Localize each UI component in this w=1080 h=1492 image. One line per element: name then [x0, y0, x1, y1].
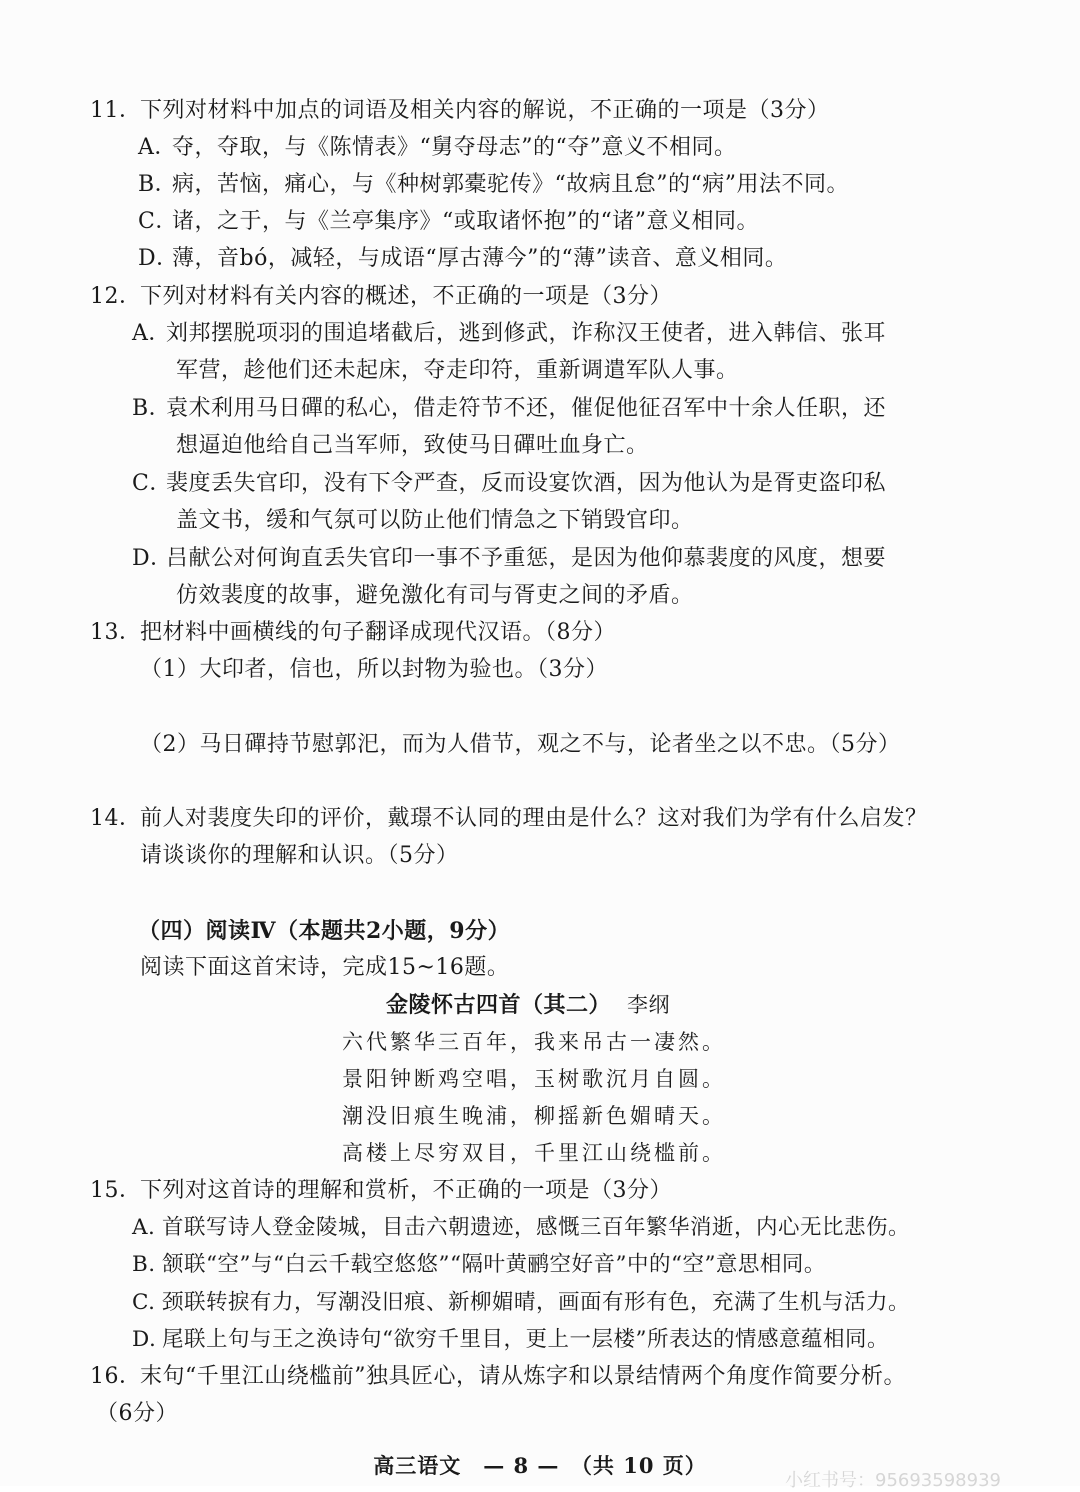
q12-option-d — [132, 544, 886, 574]
q13-stem — [90, 618, 616, 648]
q14-stem — [90, 804, 928, 834]
q11-option-d — [138, 244, 787, 274]
q12-option-c-label: C． — [132, 471, 172, 496]
q12-option-c-line1: 裴度丢失官印，没有下令严查，反而设宴饮酒，因为他认为是胥吏盗印私 — [166, 471, 887, 496]
q15-option-b-text: 颔联“空”与“白云千载空悠悠”“隔叶黄鹂空好音”中的“空”意思相同。 — [162, 1252, 826, 1277]
q16-line2: （6分） — [96, 1401, 178, 1426]
q15-stem — [90, 1176, 672, 1206]
q15-number: 15． — [90, 1178, 142, 1203]
q12-option-b-label: B． — [132, 396, 172, 421]
q12-option-a-line2: 军营，趁他们还未起床，夺走印符，重新调遣军队人事。 — [176, 358, 739, 383]
q12-option-d-line1: 吕献公对何询直丢失官印一事不予重惩，是因为他仰慕裴度的风度，想要 — [166, 546, 887, 571]
q12-option-a — [132, 319, 886, 349]
q15-option-b-label: B. — [132, 1252, 156, 1277]
q13-number: 13． — [90, 620, 142, 645]
q11-option-a-label: A． — [138, 135, 177, 160]
poem-author: 李纲 — [627, 993, 671, 1017]
q12-option-b-line2: 想逼迫他给自己当军师，致使马日磾吐血身亡。 — [176, 433, 649, 458]
q12-option-b-line1: 袁术利用马日磾的私心，借走符节不还，催促他征召军中十余人任职，还 — [166, 396, 887, 421]
q12-stem-text: 下列对材料有关内容的概述，不正确的一项是（3分） — [140, 284, 672, 309]
q12-number: 12． — [90, 284, 142, 309]
poem-title: 金陵怀古四首（其二） — [386, 992, 612, 1018]
q11-stem — [90, 96, 830, 126]
q15-option-d-label: D. — [132, 1327, 157, 1352]
q16-number: 16． — [90, 1364, 142, 1389]
q12-option-c-line2: 盖文书，缓和气氛可以防止他们情急之下销毁官印。 — [176, 508, 694, 533]
q12-stem — [90, 282, 672, 312]
q12-option-a-label: A． — [132, 321, 171, 346]
q13-sub1: （1）大印者，信也，所以封物为验也。（3分） — [140, 657, 608, 682]
q16-stem — [90, 1362, 906, 1392]
section4-heading: （四）阅读Ⅳ（本题共2小题，9分） — [138, 918, 511, 944]
q12-option-a-line1: 刘邦摆脱项羽的围追堵截后，逃到修武，诈称汉王使者，进入韩信、张耳 — [166, 321, 887, 346]
q15-option-a-label: A. — [132, 1215, 156, 1240]
q12-option-c — [132, 469, 886, 499]
q11-option-d-text: 薄，音bó，减轻，与成语“厚古薄今”的“薄”读音、意义相同。 — [172, 246, 788, 271]
q11-option-a — [138, 133, 737, 163]
q11-option-c-label: C． — [138, 209, 178, 234]
q15-stem-text: 下列对这首诗的理解和赏析，不正确的一项是（3分） — [140, 1178, 672, 1203]
q15-option-d-text: 尾联上句与王之涣诗句“欲穷千里目，更上一层楼”所表达的情感意蕴相同。 — [162, 1327, 889, 1352]
q12-option-b — [132, 394, 886, 424]
section4-intro: 阅读下面这首宋诗，完成15~16题。 — [140, 955, 510, 980]
poem-line-4: 高楼上尽穷双目，千里江山绕槛前。 — [342, 1141, 726, 1165]
q16-line1: 末句“千里江山绕槛前”独具匠心，请从炼字和以景结情两个角度作简要分析。 — [140, 1364, 906, 1389]
q11-option-c — [138, 207, 759, 237]
q15-option-c-text: 颈联转捩有力，写潮没旧痕、新柳媚晴，画面有形有色，充满了生机与活力。 — [162, 1290, 911, 1315]
poem-title-line — [386, 990, 670, 1021]
q11-option-b-label: B． — [138, 172, 178, 197]
q12-option-d-label: D． — [132, 546, 173, 571]
q15-option-b — [132, 1250, 826, 1280]
q15-option-a — [132, 1213, 910, 1243]
watermark: 小红书号：95693598939 — [785, 1470, 1001, 1491]
q11-option-a-text: 夺，夺取，与《陈情表》“舅夺母志”的“夺”意义不相同。 — [172, 135, 737, 160]
q15-option-c — [132, 1288, 910, 1318]
q14-line1: 前人对裴度失印的评价，戴璟不认同的理由是什么？这对我们为学有什么启发？ — [140, 806, 928, 831]
poem-line-1: 六代繁华三百年，我来吊古一凄然。 — [342, 1030, 726, 1054]
q12-option-d-line2: 仿效裴度的故事，避免激化有司与胥吏之间的矛盾。 — [176, 583, 694, 608]
poem-line-2: 景阳钟断鸡空唱，玉树歌沉月自圆。 — [342, 1067, 726, 1091]
poem-line-3: 潮没旧痕生晚浦，柳摇新色媚晴天。 — [342, 1104, 726, 1128]
q11-option-b — [138, 170, 849, 200]
q14-number: 14． — [90, 806, 142, 831]
q11-stem-text: 下列对材料中加点的词语及相关内容的解说，不正确的一项是（3分） — [140, 98, 830, 123]
q11-option-b-text: 病，苦恼，痛心，与《种树郭橐驼传》“故病且怠”的“病”用法不同。 — [172, 172, 849, 197]
q14-line2: 请谈谈你的理解和认识。（5分） — [140, 843, 459, 868]
q15-option-d — [132, 1325, 889, 1355]
q15-option-a-text: 首联写诗人登金陵城，目击六朝遗迹，感慨三百年繁华消逝，内心无比悲伤。 — [162, 1215, 911, 1240]
page-footer: 高三语文 — 8 — （共 10 页） — [373, 1453, 707, 1478]
q11-option-d-label: D． — [138, 246, 179, 271]
q15-option-c-label: C. — [132, 1290, 156, 1315]
q11-number: 11． — [90, 98, 142, 123]
q13-stem-text: 把材料中画横线的句子翻译成现代汉语。（8分） — [140, 620, 616, 645]
q13-sub2: （2）马日磾持节慰郭汜，而为人借节，观之不与，论者坐之以不忠。（5分） — [140, 732, 901, 757]
q11-option-c-text: 诸，之于，与《兰亭集序》“或取诸怀抱”的“诸”意义相同。 — [172, 209, 759, 234]
